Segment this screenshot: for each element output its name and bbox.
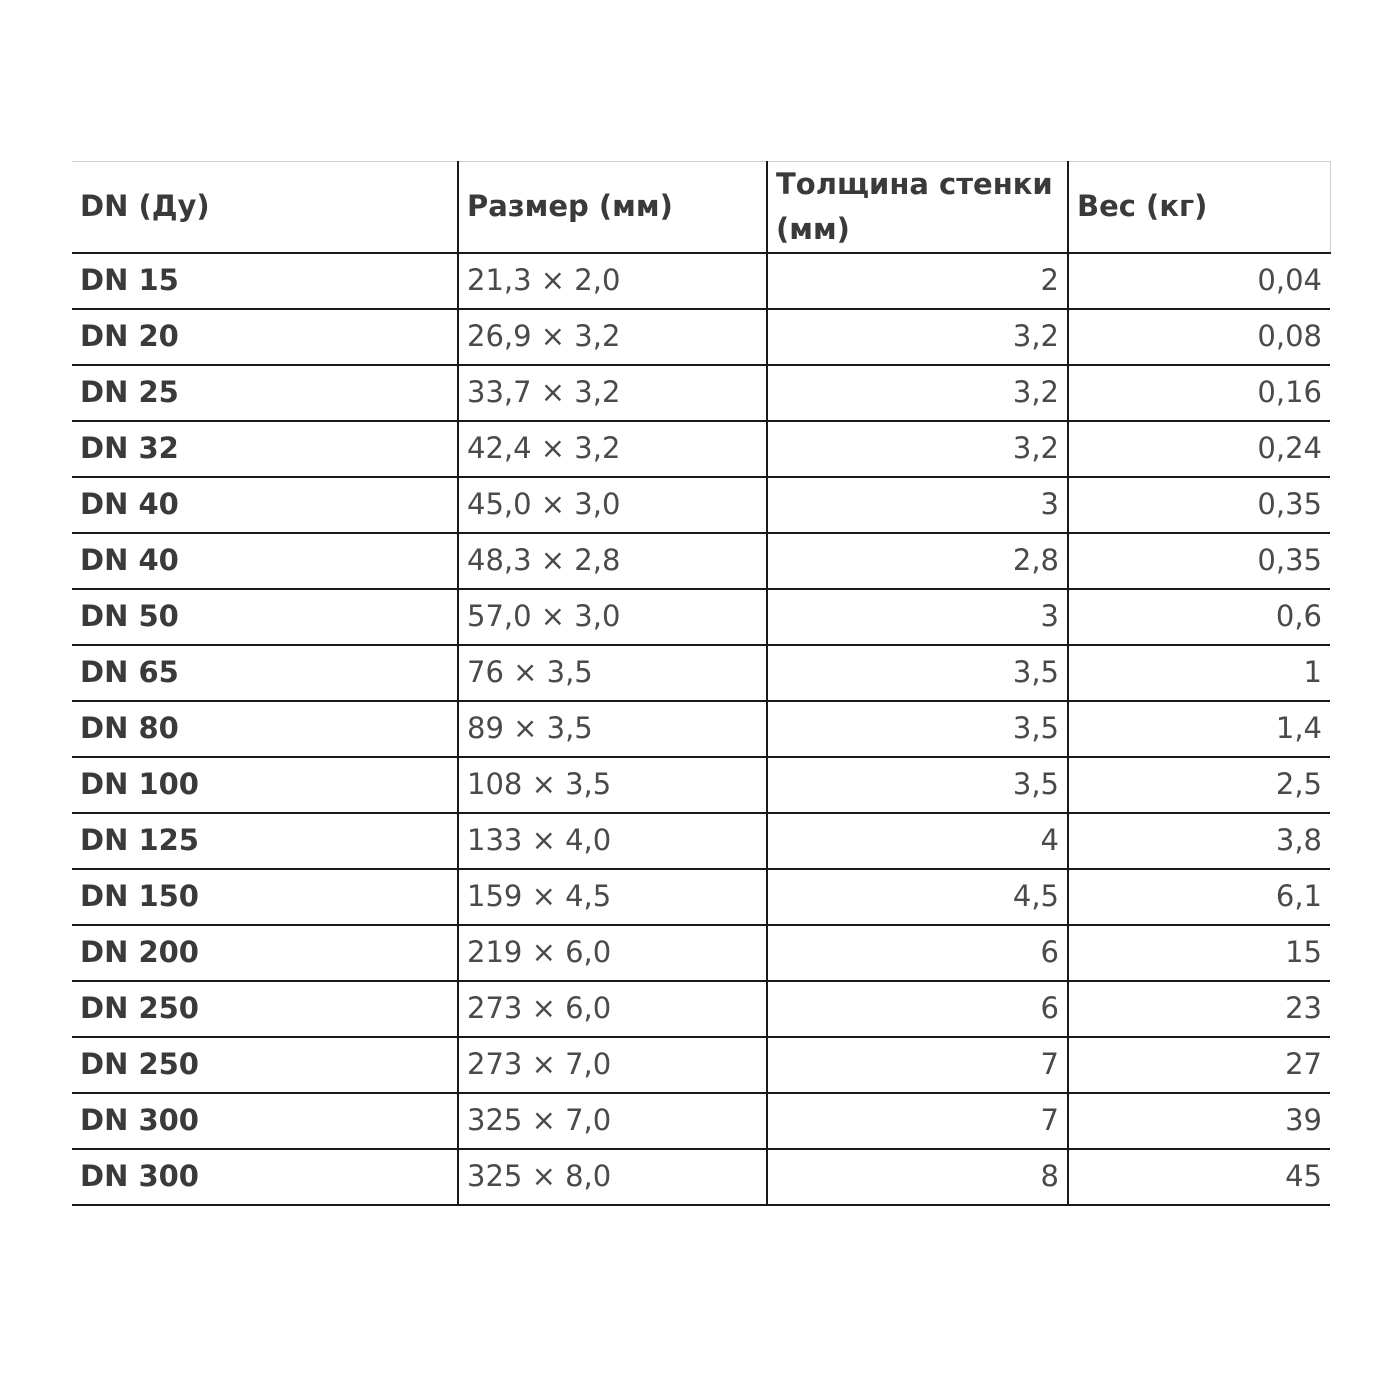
size-cell: 48,3 × 2,8 <box>458 533 767 589</box>
size-cell: 21,3 × 2,0 <box>458 253 767 309</box>
wall-thickness-cell: 2 <box>767 253 1068 309</box>
weight-cell: 1,4 <box>1068 701 1330 757</box>
size-cell: 159 × 4,5 <box>458 869 767 925</box>
wall-thickness-cell: 3,2 <box>767 309 1068 365</box>
table-header <box>72 162 1330 253</box>
weight-cell: 15 <box>1068 925 1330 981</box>
dn-cell: DN 250 <box>72 1037 458 1093</box>
table-row <box>72 365 1330 421</box>
dn-cell: DN 200 <box>72 925 458 981</box>
size-cell: 57,0 × 3,0 <box>458 589 767 645</box>
dn-cell: DN 125 <box>72 813 458 869</box>
table-row <box>72 1037 1330 1093</box>
table-row <box>72 701 1330 757</box>
table-row <box>72 421 1330 477</box>
wall-thickness-cell: 3,2 <box>767 365 1068 421</box>
table-row <box>72 869 1330 925</box>
dn-cell: DN 100 <box>72 757 458 813</box>
weight-cell: 6,1 <box>1068 869 1330 925</box>
dn-cell: DN 20 <box>72 309 458 365</box>
size-cell: 26,9 × 3,2 <box>458 309 767 365</box>
table-row <box>72 925 1330 981</box>
size-cell: 108 × 3,5 <box>458 757 767 813</box>
weight-cell: 45 <box>1068 1149 1330 1205</box>
weight-cell: 0,24 <box>1068 421 1330 477</box>
size-cell: 219 × 6,0 <box>458 925 767 981</box>
weight-cell: 0,08 <box>1068 309 1330 365</box>
wall-thickness-cell: 3 <box>767 477 1068 533</box>
dn-cell: DN 15 <box>72 253 458 309</box>
wall-thickness-cell: 3,5 <box>767 701 1068 757</box>
size-cell: 273 × 6,0 <box>458 981 767 1037</box>
size-cell: 33,7 × 3,2 <box>458 365 767 421</box>
table-row <box>72 1093 1330 1149</box>
wall-thickness-cell: 3,5 <box>767 757 1068 813</box>
wall-thickness-cell: 6 <box>767 981 1068 1037</box>
table-body <box>72 253 1330 1205</box>
wall-thickness-cell: 3 <box>767 589 1068 645</box>
table-row <box>72 757 1330 813</box>
dn-cell: DN 150 <box>72 869 458 925</box>
wall-thickness-cell: 4,5 <box>767 869 1068 925</box>
header-size: Размер (мм) <box>458 162 767 253</box>
size-cell: 325 × 8,0 <box>458 1149 767 1205</box>
weight-cell: 27 <box>1068 1037 1330 1093</box>
size-cell: 325 × 7,0 <box>458 1093 767 1149</box>
weight-cell: 0,04 <box>1068 253 1330 309</box>
wall-thickness-cell: 3,5 <box>767 645 1068 701</box>
table-row <box>72 981 1330 1037</box>
dn-cell: DN 32 <box>72 421 458 477</box>
dn-cell: DN 40 <box>72 533 458 589</box>
weight-cell: 1 <box>1068 645 1330 701</box>
weight-cell: 0,35 <box>1068 477 1330 533</box>
size-cell: 89 × 3,5 <box>458 701 767 757</box>
table-row <box>72 589 1330 645</box>
wall-thickness-cell: 4 <box>767 813 1068 869</box>
weight-cell: 0,35 <box>1068 533 1330 589</box>
wall-thickness-cell: 6 <box>767 925 1068 981</box>
dn-cell: DN 80 <box>72 701 458 757</box>
wall-thickness-cell: 7 <box>767 1037 1068 1093</box>
wall-thickness-cell: 7 <box>767 1093 1068 1149</box>
dn-cell: DN 250 <box>72 981 458 1037</box>
wall-thickness-cell: 2,8 <box>767 533 1068 589</box>
header-row <box>72 162 1330 253</box>
table-row <box>72 477 1330 533</box>
table-row <box>72 253 1330 309</box>
pipe-spec-table <box>72 161 1331 1206</box>
dn-cell: DN 300 <box>72 1093 458 1149</box>
table-row <box>72 645 1330 701</box>
table-row <box>72 533 1330 589</box>
header-weight: Вес (кг) <box>1068 162 1330 253</box>
header-dn: DN (Ду) <box>72 162 458 253</box>
weight-cell: 23 <box>1068 981 1330 1037</box>
size-cell: 133 × 4,0 <box>458 813 767 869</box>
wall-thickness-cell: 3,2 <box>767 421 1068 477</box>
weight-cell: 2,5 <box>1068 757 1330 813</box>
weight-cell: 39 <box>1068 1093 1330 1149</box>
table-row <box>72 813 1330 869</box>
weight-cell: 0,6 <box>1068 589 1330 645</box>
size-cell: 76 × 3,5 <box>458 645 767 701</box>
table-row <box>72 1149 1330 1205</box>
dn-cell: DN 65 <box>72 645 458 701</box>
weight-cell: 0,16 <box>1068 365 1330 421</box>
dn-cell: DN 50 <box>72 589 458 645</box>
dn-cell: DN 25 <box>72 365 458 421</box>
weight-cell: 3,8 <box>1068 813 1330 869</box>
size-cell: 42,4 × 3,2 <box>458 421 767 477</box>
dn-cell: DN 40 <box>72 477 458 533</box>
size-cell: 45,0 × 3,0 <box>458 477 767 533</box>
dn-cell: DN 300 <box>72 1149 458 1205</box>
wall-thickness-cell: 8 <box>767 1149 1068 1205</box>
pipe-spec-table-container <box>72 161 1330 1206</box>
header-wall-thickness: Толщина стенки (мм) <box>767 162 1068 253</box>
size-cell: 273 × 7,0 <box>458 1037 767 1093</box>
table-row <box>72 309 1330 365</box>
